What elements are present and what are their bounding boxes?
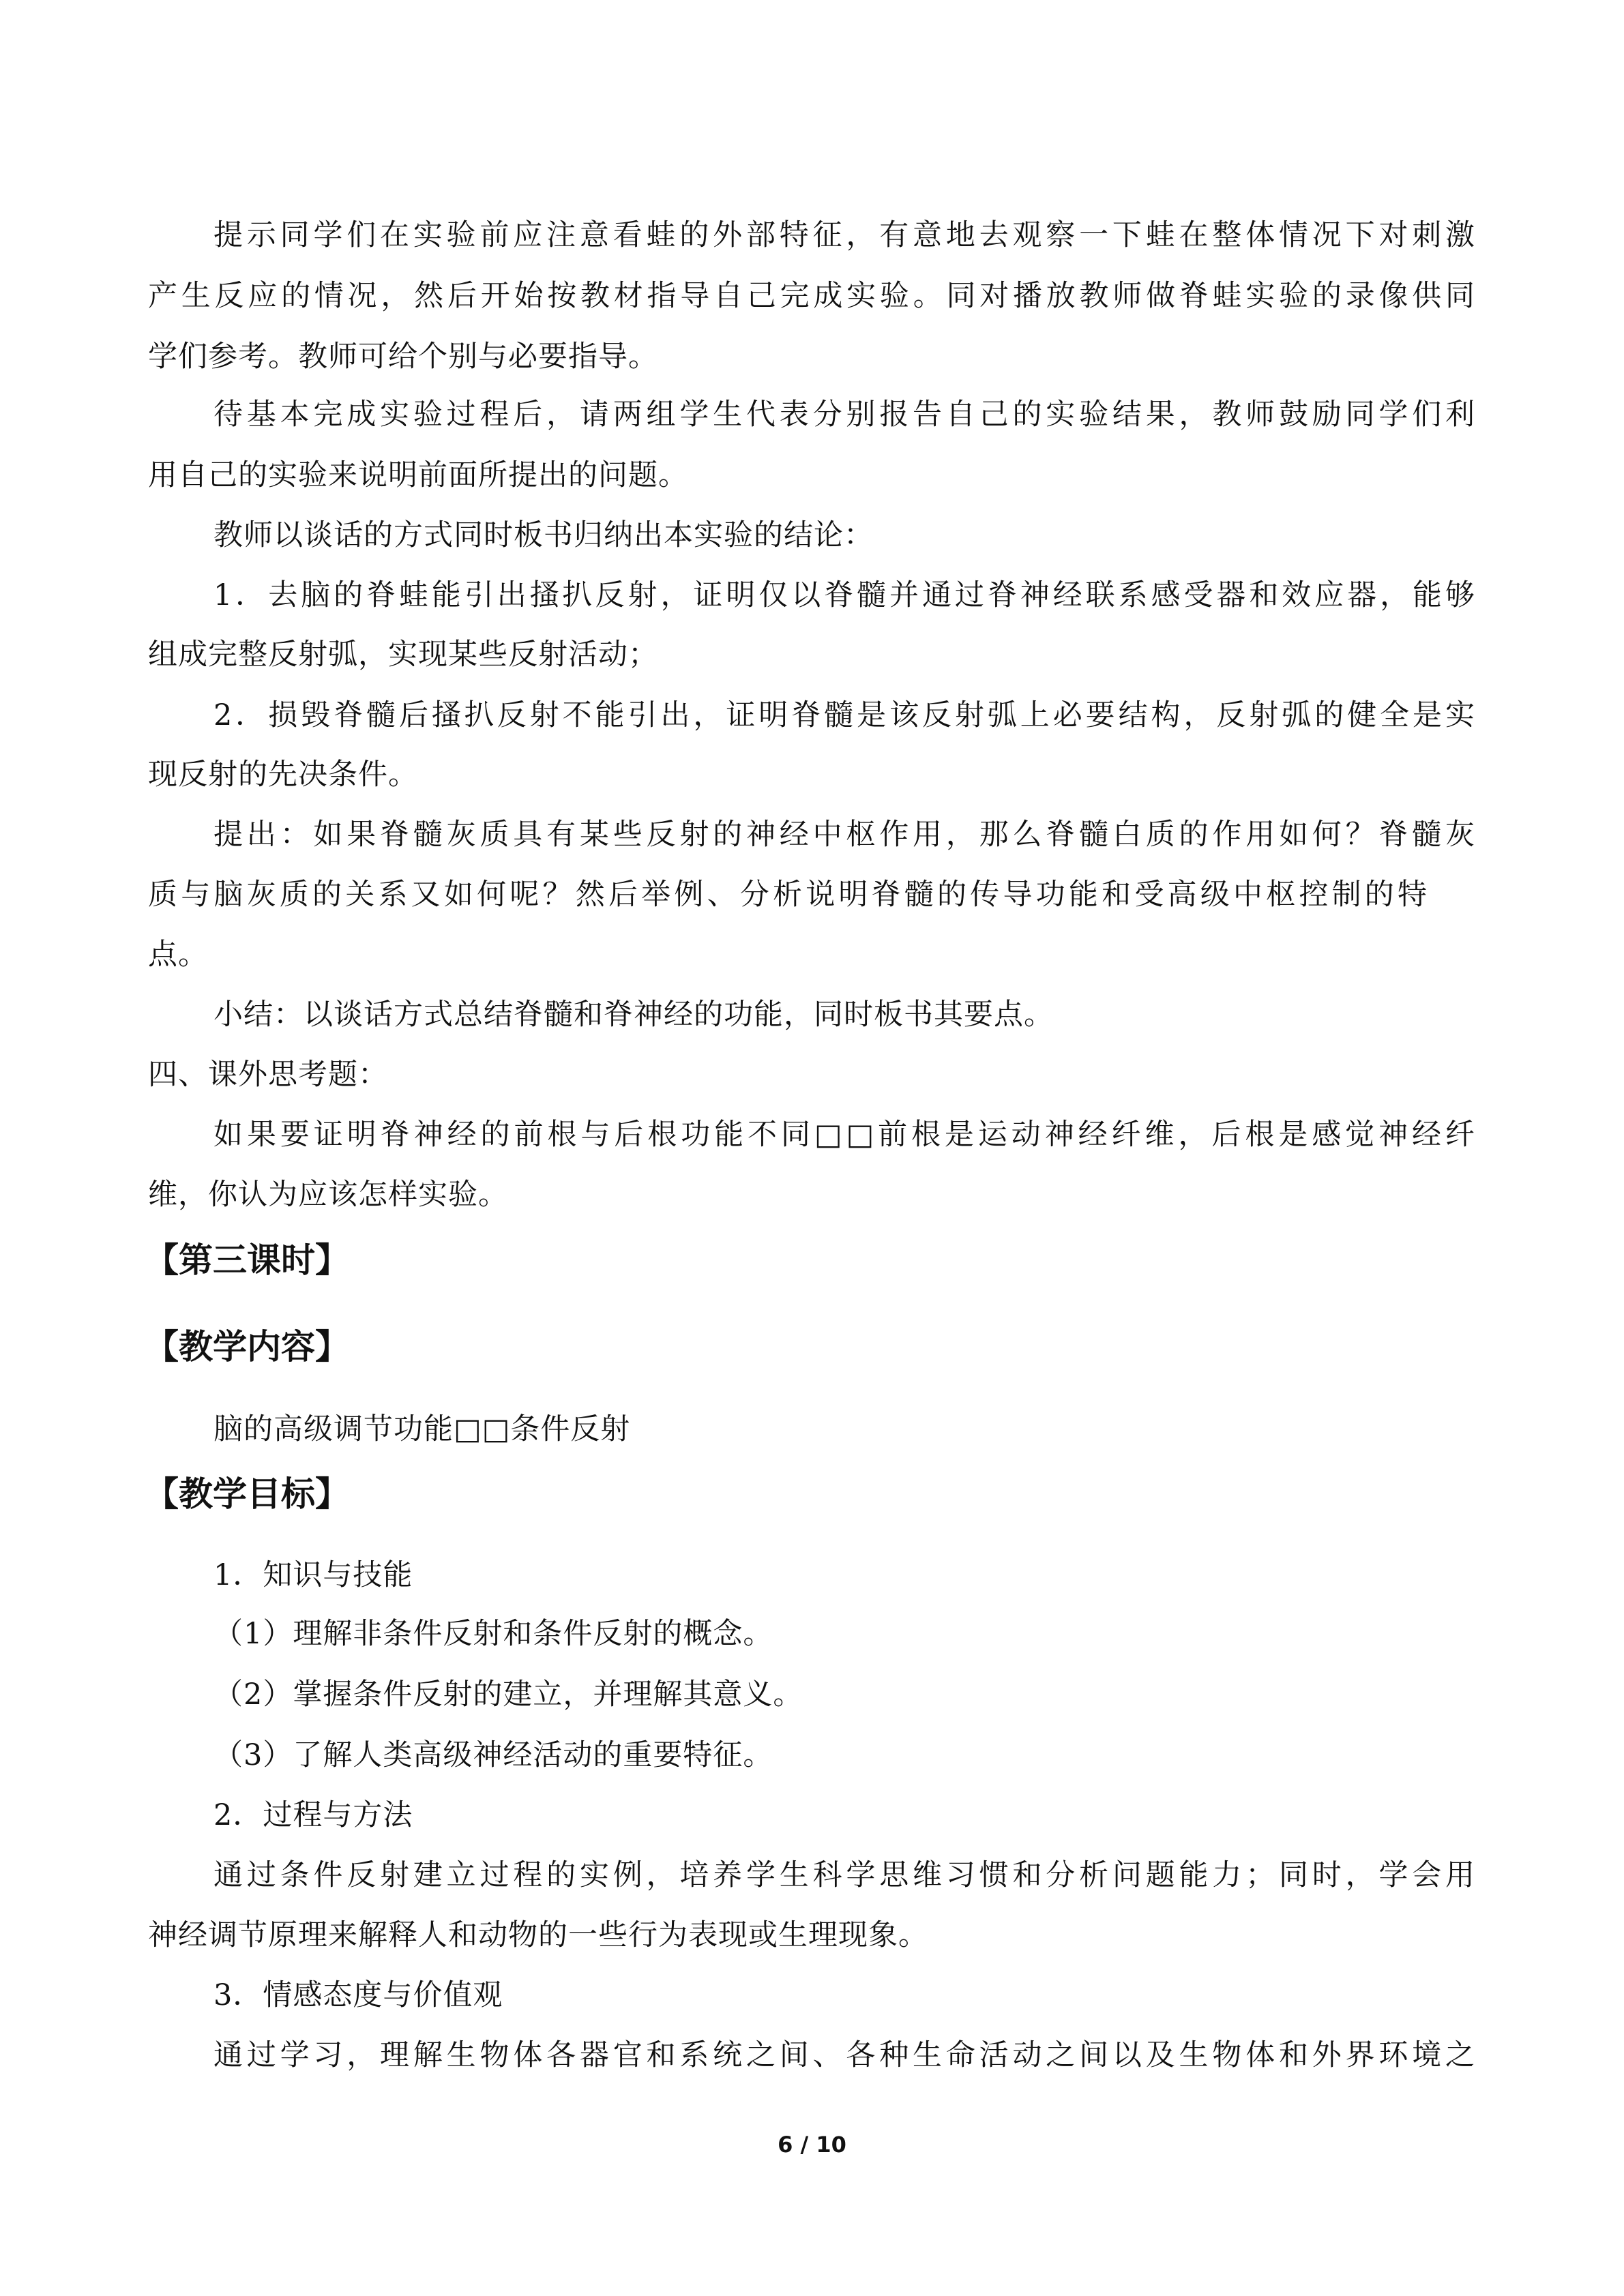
paragraph-line: 学们参考。教师可给个别与必要指导。 [148,340,658,374]
paragraph-line: 点。 [148,938,208,972]
paragraph-line: 通过条件反射建立过程的实例，培养学生科学思维习惯和分析问题能力；同时，学会用 [213,1858,1475,1892]
paragraph-line: 维，你认为应该怎样实验。 [148,1178,508,1212]
paragraph-line: 提出：如果脊髓灰质具有某些反射的神经中枢作用，那么脊髓白质的作用如何？脊髓灰 [213,818,1475,852]
page-number: 6 / 10 [778,2132,846,2158]
heading-teaching-goals: 【教学目标】 [145,1474,349,1514]
paragraph-line: 提示同学们在实验前应注意看蛙的外部特征，有意地去观察一下蛙在整体情况下对刺激 [213,218,1475,252]
paragraph-line: 神经调节原理来解释人和动物的一些行为表现或生理现象。 [148,1918,928,1952]
paragraph-line: 通过学习，理解生物体各器官和系统之间、各种生命活动之间以及生物体和外界环境之 [213,2038,1475,2072]
paragraph-line: 组成完整反射弧，实现某些反射活动； [148,638,658,672]
paragraph-line: 现反射的先决条件。 [148,758,418,792]
paragraph-line: 产生反应的情况，然后开始按教材指导自己完成实验。同对播放教师做脊蛙实验的录像供同 [148,279,1475,313]
paragraph-line: 待基本完成实验过程后，请两组学生代表分别报告自己的实验结果，教师鼓励同学们利 [213,398,1475,432]
teaching-content-text: 脑的高级调节功能□□条件反射 [213,1412,631,1446]
goal-title: 2．过程与方法 [213,1798,413,1832]
paragraph-line: 小结：以谈话方式总结脊髓和脊神经的功能，同时板书其要点。 [213,998,1054,1032]
goal-title: 3．情感态度与价值观 [213,1978,503,2012]
paragraph-line: 如果要证明脊神经的前根与后根功能不同□□前根是运动神经纤维，后根是感觉神经纤 [213,1118,1475,1152]
section-title: 四、课外思考题： [148,1058,388,1092]
heading-lesson-3: 【第三课时】 [145,1240,349,1280]
heading-teaching-content: 【教学内容】 [145,1327,349,1367]
paragraph-line: 用自己的实验来说明前面所提出的问题。 [148,458,688,492]
goal-item: （2）掌握条件反射的建立，并理解其意义。 [213,1678,803,1712]
goal-item: （1）理解非条件反射和条件反射的概念。 [213,1617,773,1651]
paragraph-line: 1．去脑的脊蛙能引出搔扒反射，证明仅以脊髓并通过脊神经联系感受器和效应器，能够 [213,578,1475,612]
goal-title: 1．知识与技能 [213,1558,413,1592]
paragraph-line: 2．损毁脊髓后搔扒反射不能引出，证明脊髓是该反射弧上必要结构，反射弧的健全是实 [213,698,1475,732]
paragraph-line: 教师以谈话的方式同时板书归纳出本实验的结论： [213,518,874,552]
goal-item: （3）了解人类高级神经活动的重要特征。 [213,1738,773,1772]
paragraph-line: 质与脑灰质的关系又如何呢？然后举例、分析说明脊髓的传导功能和受高级中枢控制的特 [148,878,1428,912]
